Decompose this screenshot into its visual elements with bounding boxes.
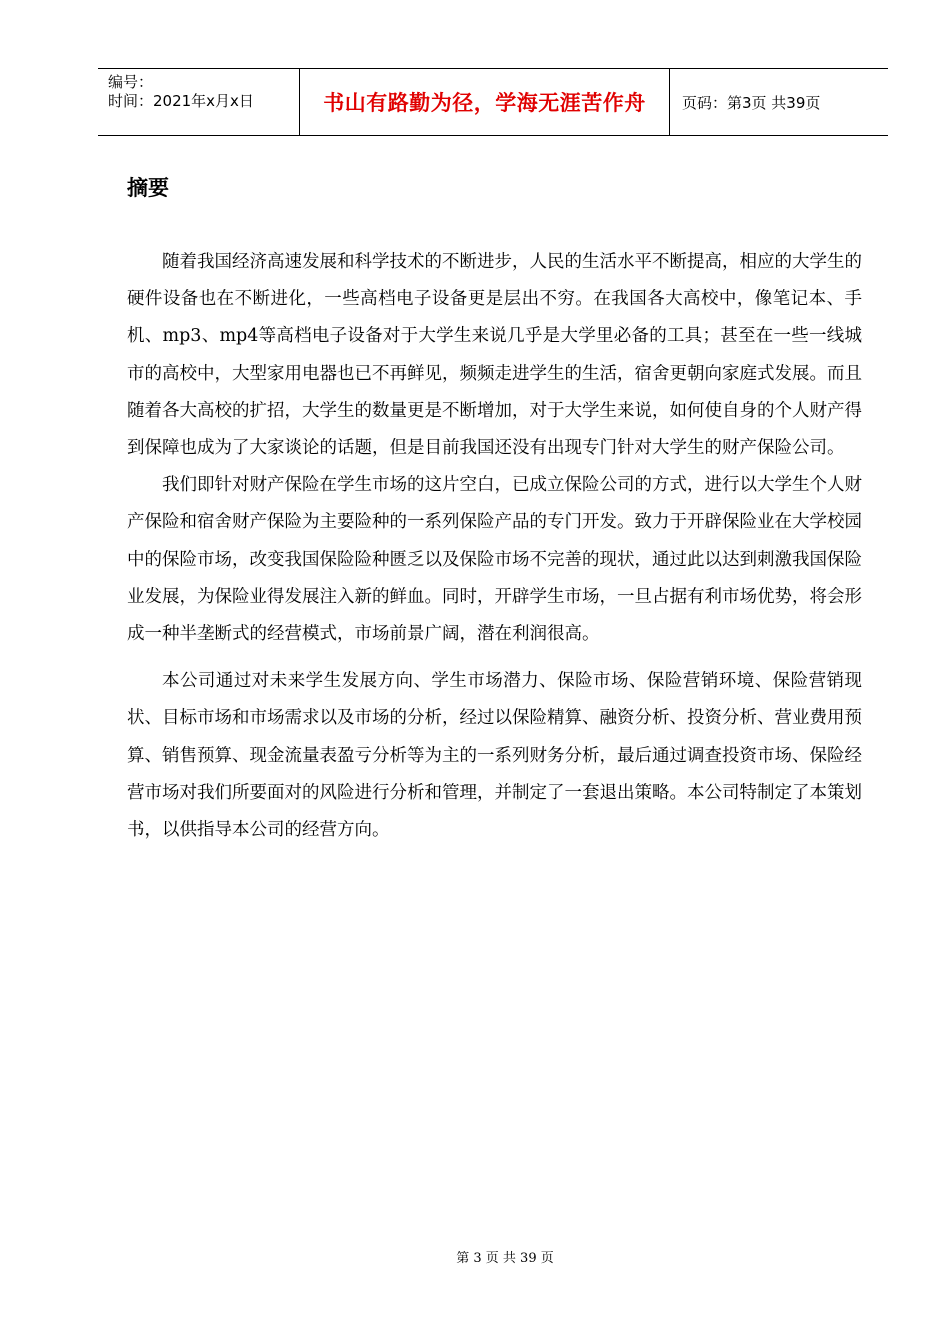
page-header xyxy=(98,68,888,136)
header-page-cell xyxy=(670,69,888,135)
header-motto: 书山有路勤为径，学海无涯苦作舟 xyxy=(323,91,646,115)
doc-number-label: 编号： xyxy=(108,73,154,91)
abstract-body xyxy=(127,244,862,849)
page-footer: 第 3 页 共 39 页 xyxy=(456,1251,554,1266)
section-title: 摘要 xyxy=(127,176,169,200)
paragraph-1: 随着我国经济高速发展和科学技术的不断进步，人民的生活水平不断提高，相应的大学生的硬件设备也在不断进化，一些高档电子设备更是层出不穷。在我国各大高校中，像笔记本、手机、mp3、mp4等高档电子设备对于大学生来说几乎是大学里必备的工具；甚至在一些一线城市的高校中，大型家用电器也已不再鲜见，频频走进学生的生活，宿舍更朝向家庭式发展。而且随着各大高校的扩招，大学生的数量更是不断增加，对于大学生来说，如何使自身的个人财产得到保障也成为了大家谈论的话题，但是目前我国还没有出现专门针对大学生的财产保险公司。 xyxy=(127,252,862,459)
header-page-info: 页码：第3页 共39页 xyxy=(682,93,821,112)
paragraph-3: 本公司通过对未来学生发展方向、学生市场潜力、保险市场、保险营销环境、保险营销现状、目标市场和市场需求以及市场的分析，经过以保险精算、融资分析、投资分析、营业费用预算、销售预算、现金流量表盈亏分析等为主的一系列财务分析，最后通过调查投资市场、保险经营市场对我们所要面对的风险进行分析和管理，并制定了一套退出策略。本公司特制定了本策划书，以供指导本公司的经营方向。 xyxy=(127,671,862,841)
time-label: 时间：2021年x月x日 xyxy=(108,92,254,110)
header-motto-cell xyxy=(300,69,670,135)
paragraph-2: 我们即针对财产保险在学生市场的这片空白，已成立保险公司的方式，进行以大学生个人财产保险和宿舍财产保险为主要险种的一系列保险产品的专门开发。致力于开辟保险业在大学校园中的保险市场，改变我国保险险种匮乏以及保险市场不完善的现状，通过此以达到刺激我国保险业发展，为保险业得发展注入新的鲜血。同时，开辟学生市场，一旦占据有利市场优势，将会形成一种半垄断式的经营模式，市场前景广阔，潜在利润很高。 xyxy=(127,475,862,645)
header-meta-cell xyxy=(98,69,300,135)
